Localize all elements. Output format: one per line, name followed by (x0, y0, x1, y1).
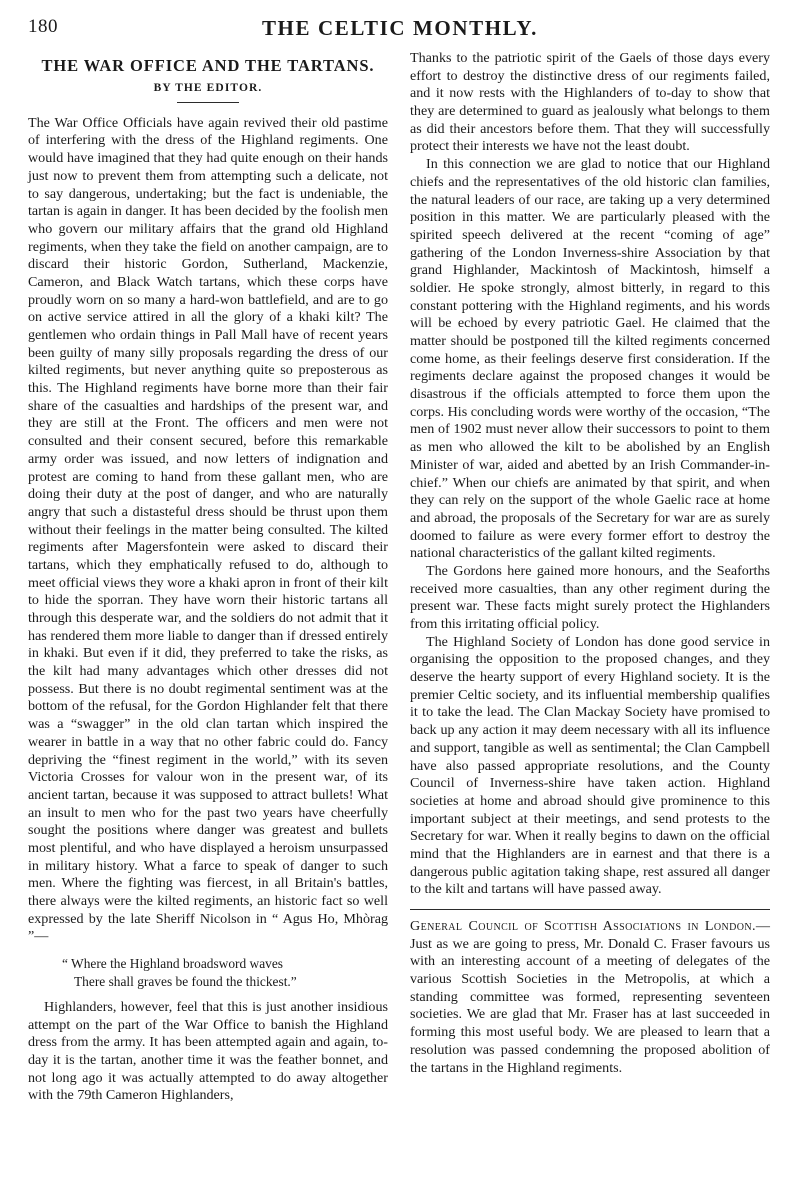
note-body: —Just as we are going to press, Mr. Donald C. Fraser favours us with an interesting account of a meeting of delegates of the various Scottish Societies in the Metropolis, at which a standing committee was formed, representing seventeen societies. We are glad that Mr. Fraser has at last succeeded in forming this most useful body. We are pleased to learn that a resolution was passed condemning the proposed abolition of the tartans in the Highland regiments. (410, 918, 770, 1076)
page-number: 180 (28, 16, 58, 37)
left-column (28, 50, 388, 1105)
paragraph: Highlanders, however, feel that this is just another insidious attempt on the part of the War Office to banish the Highland dress from the army. It has been attempted again and again, to-day it is the tartan, another time it was the feather bonnet, and not long ago it was actually attempted to do away altogether with the 79th Cameron Highlanders, (28, 998, 388, 1104)
note-heading: General Council of Scottish Associations in London. (410, 918, 756, 934)
journal-title: THE CELTIC MONTHLY. (261, 16, 539, 40)
section-divider (410, 909, 770, 910)
verse-quotation (28, 955, 388, 990)
verse-line: “ Where the Highland broadsword waves (62, 956, 283, 972)
paragraph: Thanks to the patriotic spirit of the Gaels of those days every effort to destroy the distinctive dress of our regiments failed, and it now rests with the Highlanders of to-day to show that they are determined to guard as jealously what belongs to them as did their ancestors before them. That they will successfully protect their interests we have not the least doubt. (410, 50, 770, 155)
horizontal-rule (177, 102, 239, 103)
editorial-note (410, 918, 770, 1077)
paragraph: The War Office Officials have again revived their old pastime of interfering with the dress of the Highland regiments. One would have imagined that they had quite enough on their hands just now to prevent them from attempting such a delicate, not to say dangerous, undertaking; but the fact is undeniable, the tartan is again in danger. It has been decided by the foolish men who govern our military affairs that the grand old Highland regiments, when they take the field on another campaign, are to discard their historic Gordon, Sutherland, Mackenzie, Cameron, and Black Watch tartans, which these corps have proudly worn on so many a hard-won battlefield, and are to go on active service attired in all the glory of a khaki kilt? The gentlemen who ordain things in Pall Mall have of recent years been guilty of many silly proposals regarding the dress of our kilted regiments, but never anything quite so preposterous as this. The Highland regiments have borne more than their fair share of the casualties and hardships of the present war, and they are still at the Front. The officers and men were not consulted and their consent secured, before this remarkable army order was issued, and now letters of indignation and protest are coming to hand from these gallant men, who are doing their duty at the post of danger, and who are naturally angry that such a distasteful dress should be thrust upon them without their feelings in the matter being consulted. The kilted regiments after Magersfontein were asked to discard their tartans, which they emphatically refused to do, although to meet official views they wore a khaki apron in front of their kilt to hide the sporran. They have worn their historic tartans all through this desperate war, and the soldiers do not admit that it has rendered them more liable to danger than if dressed entirely in khaki. But even if it did, they preferred to take the risks, as the kilt had many advantages which other dresses did not possess. But there is no doubt regimental sentiment was at the bottom of the refusal, for the Gordon Highlander felt that there was a “swagger” in the old clan tartan which inspired the wearer in battle in a way that no other fabric could do. Fancy depriving the “finest regiment in the world,” with its seven Victoria Crosses for valour won in the present war, of its ancient tartan, because it was supposed to attract bullets! What an insult to men who for the past two years have cheerfully sought the positions where danger was greatest and bullets most plentiful, and who have displayed a heroism unsurpassed in military history. What a farce to speak of danger to such men. Where the fighting was fiercest, in all Britain's battles, there always were the kilted regiments, an historic fact so well expressed by the late Sheriff Nicolson in “ Agus Ho, Mhòrag ”— (28, 114, 388, 945)
two-column-layout (28, 50, 772, 1105)
right-column (410, 50, 770, 1077)
running-head (28, 16, 772, 46)
paragraph: The Highland Society of London has done good service in organising the opposition to the proposed changes, and they deserve the hearty support of every Highland society. It is the premier Celtic society, and its influential membership qualifies it to take the lead. The Clan Mackay Society have promised to back up any action it may deem necessary with all its influence and support, tangible as well as sentimental; the Clan Campbell have also passed appropriate resolutions, and the County Council of Inverness-shire have taken action. Highland societies at home and abroad should give prominence to this important subject at their meetings, and send protests to the Secretary for war. When it really begins to dawn on the official mind that the Highlanders are in earnest and that there is a dangerous public agitation taking shape, rest assured all danger to the kilt and tartans will have passed away. (410, 633, 770, 898)
paragraph: In this connection we are glad to notice that our Highland chiefs and the representatives of the old historic clan families, the natural leaders of our race, are taking up a very determined position in this matter. We are particularly pleased with the spirited speech delivered at the recent “coming of age” gathering of the London Inverness-shire Association by that grand Highlander, Mackintosh of Mackintosh, himself a soldier. He spoke strongly, almost bitterly, in regard to this constant pottering with the Highland regiments, and his words will be echoed by every patriotic Gael. He claimed that the matter should be postponed till the kilted regiments concerned come home, as their feelings deserve first consideration. If the regiments declare against the proposed changes it would be disastrous if the officials attempted to force them upon the corps. His concluding words were worthy of the occasion, “The men of 1902 must never allow their successors to point to them as men who allowed the kilt to be abolished by an English Minister of war, aided and abetted by an Irish Commander-in-chief.” When our chiefs are animated by that spirit, and when they can rely on the support of the whole Gaelic race at home and abroad, the proposals of the Secretary for war are as surely doomed to failure as were every former effort to destroy the national characteristics of the gallant kilted regiments. (410, 156, 770, 562)
article-byline: BY THE EDITOR. (153, 81, 263, 94)
article-title: THE WAR OFFICE AND THE TARTANS. (41, 56, 375, 75)
verse-line: There shall graves be found the thickest.” (74, 973, 297, 989)
paragraph: The Gordons here gained more honours, and the Seaforths received more casualties, than any other regiment during the present war. These facts might surely protect the Highlanders from this irritating official policy. (410, 562, 770, 632)
